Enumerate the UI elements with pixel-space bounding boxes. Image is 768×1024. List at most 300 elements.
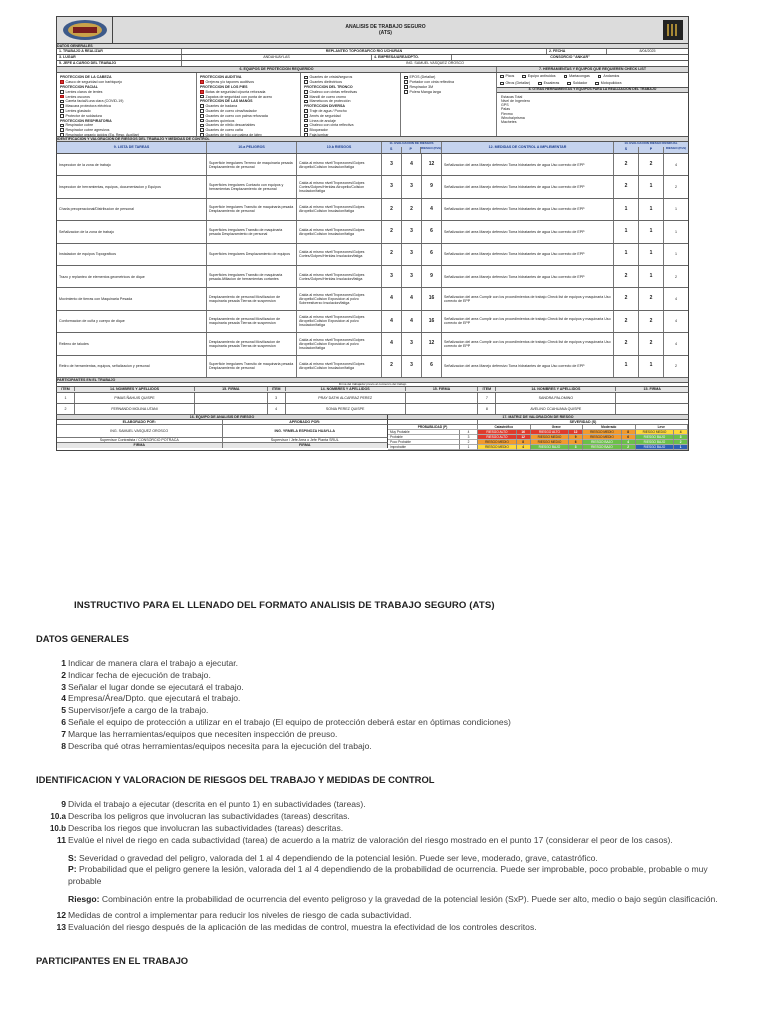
matrix-cell-value: 2 — [622, 445, 636, 450]
residual-value: 4 — [675, 341, 677, 346]
checkbox[interactable] — [200, 124, 204, 128]
ppe-item-label: Casco de seguridad con barbiquejo — [65, 80, 123, 85]
severity-definition: S: Severidad o gravedad del peligro, valorada del 1 al 4 dependiendo de la potencial lesión. Puede ser leve, moderado, grave, catastrófico. — [68, 852, 598, 863]
matrix-cell-level: RIESGO BAJO — [636, 435, 675, 440]
risk-value-cell: 12 — [422, 333, 442, 354]
instruction-item — [36, 658, 736, 670]
matrix-cell-level: RIESGO MEDIO — [531, 435, 570, 440]
checkbox[interactable] — [500, 75, 504, 79]
tool-item-label: Equipo antiruidos — [527, 74, 556, 79]
residual-value: 1 — [639, 176, 664, 197]
participants-table — [56, 393, 689, 415]
risk-value-cell: 4 — [422, 199, 442, 220]
danger-cell: Superficies irregulares Transito de maquinaria pesada Desplazamiento de personal — [207, 221, 297, 242]
checkbox[interactable] — [404, 76, 408, 80]
checkbox[interactable] — [304, 80, 308, 84]
checkbox[interactable] — [404, 90, 408, 94]
matrix-cell-value: 1 — [674, 445, 688, 450]
instruction-text: Señale el equipo de protección a utilizar en el trabajo (El equipo de protección deberá estar en óptimas condiciones) — [68, 716, 511, 727]
ppe-item-label: Línea de anclaje — [309, 118, 336, 123]
other-tool-item: Estacas Total — [501, 94, 523, 99]
probability-cell: 3 — [402, 356, 422, 377]
residual-value: 2 — [614, 176, 639, 197]
matrix-cell-level: RIESGO BAJO — [583, 440, 622, 445]
residual-cells — [614, 199, 688, 220]
residual-value: 1 — [614, 221, 639, 242]
risk-value-cell: 6 — [422, 244, 442, 265]
ppe-item-label: PROTECCION DE LAS MANOS — [200, 99, 253, 104]
task-cell: Trazo y replanteo de elementos geometricos de dique — [57, 266, 207, 287]
participant-signature — [195, 404, 268, 414]
probability-cell: 3 — [402, 333, 422, 354]
residual-cells — [614, 244, 688, 265]
matrix-cell-level: RIESGO BAJO — [583, 445, 622, 450]
residual-value: 2 — [614, 266, 639, 287]
participant-name: SANDRA PALOMINO — [496, 393, 616, 403]
residual-value: 2 — [614, 311, 639, 332]
control-items — [36, 910, 736, 934]
residual-value: 1 — [675, 252, 677, 257]
matrix-row — [388, 445, 688, 450]
instruction-text: Medidas de control a implementar para reducir los niveles de riesgo de cada subactividad. — [68, 909, 412, 920]
risk-cell: Caida al mismo nivel/Tropezones/Golpes Atropello/Colision Exposicion al polvo Insolacion/fatiga — [297, 333, 382, 354]
checkbox[interactable] — [304, 95, 308, 99]
matrix-cell-level: RIESGO BAJO — [636, 440, 675, 445]
ppe-item-label: Mascara protectora eléctrica — [65, 104, 111, 109]
company-logo — [57, 17, 113, 43]
risk-row — [57, 333, 688, 355]
participant-name: PRAY DATHI ALCARRAZ PEREZ — [286, 393, 406, 403]
instruction-item — [36, 823, 736, 835]
checkbox[interactable] — [522, 75, 526, 79]
checkbox[interactable] — [60, 128, 64, 132]
instruction-item — [36, 729, 736, 741]
participant-item-header: ITEM — [57, 387, 75, 391]
checkbox[interactable] — [598, 75, 602, 79]
checkbox[interactable] — [304, 90, 308, 94]
probability-cell: 4 — [402, 288, 422, 309]
matrix-cell-level: RIESGO BAJO — [531, 445, 570, 450]
instruction-item — [36, 799, 736, 811]
task-cell: Conformacion de cuña y cuerpo de dique — [57, 311, 207, 332]
date-value: 8/04/2025 — [639, 49, 656, 53]
other-tools-header: 8. OTRAS HERRAMIENTAS Y EQUIPOS PARA LA REALIZACION DEL TRABAJO — [497, 87, 688, 93]
ppe-item-label: Careta facial/Luna clara (COVID-19) — [65, 99, 124, 104]
residual-cells — [614, 154, 688, 175]
checkbox[interactable] — [567, 82, 571, 86]
approved-role: Supervisor / Jefe Area o Jefe Planta SRUL — [270, 437, 339, 442]
place-value: ANDAHUAYLAS — [182, 55, 372, 60]
ppe-item-label: Faja lumbar — [309, 132, 329, 137]
ppe-item-label: Guantes de badana — [205, 104, 238, 109]
matrix-row-label: Muy Probable — [388, 430, 460, 435]
severity-cell: 2 — [382, 356, 402, 377]
control-cell: Señalizacion del area Manejo defensivo Toma hidratantes de agua Uso correcto de EPP — [442, 356, 614, 377]
matrix-cell — [478, 445, 531, 450]
matrix-cell-value: 12 — [517, 435, 531, 440]
matrix-cell-value: 16 — [517, 430, 531, 435]
ppe-item — [200, 133, 297, 138]
participant-item: 2 — [57, 404, 75, 414]
residual-value: 2 — [675, 274, 677, 279]
checkbox[interactable] — [304, 124, 308, 128]
participant-row — [56, 393, 689, 404]
participant-item: 8 — [478, 404, 496, 414]
checkbox[interactable] — [200, 90, 204, 94]
prepared-label: ELABORADO POR: — [57, 420, 223, 424]
risk-row — [57, 244, 688, 266]
participant-name: SONIA PEREZ QUISPE — [286, 404, 406, 414]
checkbox[interactable] — [595, 82, 599, 86]
risk-cell: Caida al mismo nivel/Tropezones/Golpes Atropello/Colision Insolacion/fatiga — [297, 199, 382, 220]
ppe-column-1 — [57, 73, 197, 136]
tool-item-label: Soldador — [572, 81, 588, 86]
residual-value: 4 — [675, 162, 677, 167]
date-label: 2. FECHA — [547, 49, 607, 54]
tool-item — [500, 74, 514, 78]
matrix-row-value: 4 — [460, 430, 478, 435]
checkbox[interactable] — [304, 133, 308, 137]
approved-sign: FIRMA — [299, 442, 311, 447]
probability-cell: 4 — [402, 154, 422, 175]
matrix-severity-label: SEVERIDAD (S) — [569, 419, 597, 424]
ppe-item-label: Traje de agua / Poncho — [309, 108, 347, 113]
risk-cell: Caida al mismo nivel/Tropezones/Golpes Atropello/Colision Insolacion/fatiga — [297, 221, 382, 242]
checkbox[interactable] — [304, 76, 308, 80]
checkbox[interactable] — [60, 95, 64, 99]
checkbox[interactable] — [60, 109, 64, 113]
instruction-item — [36, 693, 736, 705]
ppe-item-label: Orejeras y/o tapones auditivos — [205, 80, 255, 85]
checkbox[interactable] — [200, 109, 204, 113]
ppe-item-label: Arnés de seguridad — [309, 113, 341, 118]
participant-name: AVELINO CCAHUANA QUISPE — [496, 404, 616, 414]
risk-cell: Caida al mismo nivel/Tropezones/Golpes Atropello/Colision Insolacion/fatiga — [297, 356, 382, 377]
risk-matrix — [388, 415, 689, 451]
team-block — [56, 415, 388, 451]
participant-item: 4 — [268, 404, 286, 414]
residual-value: 2 — [614, 333, 639, 354]
risk-table — [56, 154, 689, 378]
risk-row — [57, 221, 688, 243]
matrix-prob-label: PROBABILIDAD (P) — [388, 425, 478, 430]
prepared-role: Supervisor Contratista / CONSORCIO POTRACA — [57, 438, 223, 442]
danger-cell: Desplazamiento de personal Movilizacion de maquinaria pesada Tierras de suspension — [207, 333, 297, 354]
footer-section — [56, 415, 689, 451]
team-header: 16. EQUIPO DE ANALISIS DE RIESGO — [57, 415, 388, 420]
tool-item — [567, 81, 587, 85]
severity-cell: 3 — [382, 154, 402, 175]
boss-label: 5. JEFE A CARGO DEL TRABAJO — [57, 61, 182, 66]
checkbox[interactable] — [60, 100, 64, 104]
ppe-item-label: Mamelucos de protección — [309, 99, 351, 104]
ppe-item-label: Chaleco con cintas reflectivas — [309, 89, 358, 94]
control-cell: Señalizacion del area Manejo defensivo Toma hidratantes de agua Uso correcto de EPP — [442, 244, 614, 265]
ppe-column-2 — [197, 73, 301, 136]
residual-value: 2 — [675, 364, 677, 369]
participant-item: 3 — [268, 393, 286, 403]
risk-cell: Caida al mismo nivel/Tropezones/Golpes Atropello/Colision Exposicion al polvo Insolacion/fatiga — [297, 311, 382, 332]
residual-value: 1 — [639, 356, 664, 377]
col-r2: RIESGO (PxS) — [664, 147, 688, 153]
probability-cell: 4 — [402, 311, 422, 332]
matrix-cell-level: RIESGO MEDIO — [583, 435, 622, 440]
instruction-number: 13 — [56, 921, 66, 932]
risk-value-cell: 16 — [422, 311, 442, 332]
tools-column — [497, 73, 688, 136]
severity-cell: 2 — [382, 244, 402, 265]
other-tool-item: GPS — [501, 103, 509, 108]
matrix-cell-level: RIESGO ALTO — [478, 435, 517, 440]
matrix-col-label: Grave — [531, 425, 584, 430]
ppe-item-label: Mandil de cuero cromo — [309, 94, 347, 99]
matrix-cell-level: RIESGO BAJO — [636, 445, 675, 450]
severity-cell: 2 — [382, 199, 402, 220]
instruction-item — [36, 811, 736, 823]
participant-signature — [195, 393, 268, 403]
matrix-cell-level: RIESGO MEDIO — [478, 440, 517, 445]
instruction-number: 12 — [56, 909, 66, 920]
ppe-item-label: Respirador cubre — [65, 123, 94, 128]
ppe-item-label: PROTECCION RESPIRATORIA — [60, 118, 112, 123]
ppe-item-label: Guantes de cuero caña — [205, 128, 243, 133]
ppe-item-label: Respirador 3M — [409, 84, 434, 89]
risk-value-cell: 9 — [422, 176, 442, 197]
probability-cell: 2 — [402, 199, 422, 220]
task-cell: Charla preoperacional/Distribucion de personal — [57, 199, 207, 220]
residual-value: 1 — [614, 356, 639, 377]
risk-value-cell: 12 — [422, 154, 442, 175]
tools-header: 7. HERRAMIENTAS Y EQUIPOS QUE REQUIEREN CHECK LIST — [497, 67, 688, 72]
risk-row — [57, 266, 688, 288]
matrix-cell-value: 6 — [569, 440, 583, 445]
participant-item: 1 — [57, 393, 75, 403]
form-title-line2: (ATS) — [379, 29, 392, 36]
participant-signature — [616, 404, 688, 414]
qr-code — [658, 17, 688, 43]
instruction-text: Evaluación del riesgo después de la aplicación de las medidas de control, muestra la efectividad de los controles descritos. — [68, 921, 537, 932]
residual-cells — [614, 356, 688, 377]
ppe-item-label: EPOS (Detallar) — [409, 75, 436, 80]
control-cell: Señalizacion del area Cumplir con los procedimientos de trabajo Check list de equipos y maquinaria Uso correcto de EPP — [442, 311, 614, 332]
danger-cell: Superficie irregulares Terreno de maquinaria pesada Desplazamiento de personal — [207, 154, 297, 175]
matrix-cell-value: 2 — [674, 440, 688, 445]
danger-cell: Desplazamiento de personal Movilizacion de maquinaria pesada Tierras de suspension — [207, 311, 297, 332]
prepared-name: ING. SAMUEL VASQUEZ OROSCO — [57, 425, 223, 437]
residual-value: 2 — [639, 311, 664, 332]
tool-item-label: Andamios — [603, 74, 620, 79]
matrix-cell-value: 3 — [569, 445, 583, 450]
instruction-item — [36, 705, 736, 717]
ppe-item-label: PROTECCION DIVERSA — [304, 104, 345, 109]
checkbox[interactable] — [304, 128, 308, 132]
checkbox[interactable] — [60, 104, 64, 108]
severity-cell: 4 — [382, 333, 402, 354]
risk-row — [57, 288, 688, 310]
task-cell: Inspeccion de herramientas, equipos, documentacion y Equipos — [57, 176, 207, 197]
control-cell: Señalizacion del area Manejo defensivo Toma hidratantes de agua Uso correcto de EPP — [442, 154, 614, 175]
instruction-number: 4 — [61, 693, 66, 704]
control-cell: Señalizacion del area Manejo defensivo Toma hidratantes de agua Uso correcto de EPP — [442, 199, 614, 220]
severity-cell: 3 — [382, 176, 402, 197]
risk-cell: Caida al mismo nivel/Tropezones/Golpes Atropello/Colision Exposicion al polvo Sobreesfuerzo Insolacion/fatiga — [297, 288, 382, 309]
task-cell: Relleno de taludes — [57, 333, 207, 354]
control-cell: Señalizacion del area Cumplir con los procedimientos de trabajo Check list de equipos y maquinaria Uso correcto de EPP — [442, 333, 614, 354]
task-cell: Instalacion de equipos Topograficos — [57, 244, 207, 265]
tool-item — [500, 81, 530, 85]
checkbox[interactable] — [60, 80, 64, 84]
ppe-item-label: Guantes químicos — [205, 118, 235, 123]
instruction-number: 8 — [61, 740, 66, 751]
residual-value: 4 — [675, 319, 677, 324]
matrix-cell-value: 12 — [569, 430, 583, 435]
matrix-cell-level: RIESGO ALTO — [531, 430, 570, 435]
risk-definition: Riesgo: Combinación entre la probabilidad de ocurrencia del evento peligroso y la gravedad de la potencial lesión (SxP). Puede ser alto, medio o bajo según clasificación. — [68, 893, 718, 904]
ppe-item-label: Respirador cubre agresivos — [65, 128, 110, 133]
col-danger: 10.a PELIGROS — [207, 142, 297, 153]
ppe-item-label: Guantes de hilo con palma de látex — [205, 132, 262, 137]
matrix-row-value: 2 — [460, 440, 478, 445]
matrix-row-label: Poco Probable — [388, 440, 460, 445]
instruction-text: Marque las herramientas/equipos que necesiten inspección de preuso. — [68, 728, 338, 739]
participant-sign-header: 15. FIRMA — [643, 387, 661, 392]
checkbox[interactable] — [200, 114, 204, 118]
participant-item-header: ITEM — [478, 387, 496, 391]
severity-cell: 3 — [382, 266, 402, 287]
instructions — [36, 600, 736, 966]
matrix-cell-level: RIESGO ALTO — [478, 430, 517, 435]
matrix-cell-value: 4 — [622, 440, 636, 445]
checkbox[interactable] — [404, 80, 408, 84]
checkbox[interactable] — [538, 82, 542, 86]
risk-value-cell: 16 — [422, 288, 442, 309]
instruction-number: 7 — [61, 728, 66, 739]
severity-cell: 2 — [382, 221, 402, 242]
ppe-item-label: Bloqueador — [309, 128, 328, 133]
task-cell: Movimiento de tierras con Maquinaria Pesada — [57, 288, 207, 309]
checkbox[interactable] — [304, 100, 308, 104]
checkbox[interactable] — [200, 119, 204, 123]
checkbox[interactable] — [60, 114, 64, 118]
residual-value: 4 — [675, 296, 677, 301]
checkbox[interactable] — [304, 109, 308, 113]
risk-value-cell: 6 — [422, 356, 442, 377]
checkbox[interactable] — [60, 124, 64, 128]
checkbox[interactable] — [564, 75, 568, 79]
checkbox[interactable] — [60, 90, 64, 94]
instructions-title: INSTRUCTIVO PARA EL LLENADO DEL FORMATO ANALISIS DE TRABAJO SEGURO (ATS) — [74, 600, 495, 611]
eval-header: 11. EVALUACION DE RIESGOS — [382, 142, 441, 147]
severity-cell: 4 — [382, 311, 402, 332]
instruction-number: 6 — [61, 716, 66, 727]
probability-cell: 3 — [402, 221, 422, 242]
tool-item — [598, 74, 619, 78]
instruction-number: 10.a — [50, 812, 66, 822]
matrix-col-label: Catastrófico — [478, 425, 531, 430]
participants-note: Firma del trabajador previo al comienzo del trabajo — [56, 383, 689, 387]
ppe-section — [56, 73, 689, 137]
residual-value: 1 — [639, 244, 664, 265]
residual-cells — [614, 311, 688, 332]
checkbox[interactable] — [200, 104, 204, 108]
checkbox[interactable] — [304, 114, 308, 118]
matrix-row-value: 1 — [460, 445, 478, 450]
checkbox[interactable] — [200, 95, 204, 99]
instruction-item — [36, 682, 736, 694]
checkbox[interactable] — [200, 80, 204, 84]
instruction-text: Supervisor/jefe a cargo de la trabajo. — [68, 705, 209, 716]
instruction-item — [36, 835, 736, 847]
residual-value: 1 — [675, 207, 677, 212]
control-cell: Señalizacion del area Manejo defensivo Toma hidratantes de agua Uso correcto de EPP — [442, 221, 614, 242]
risk-row — [57, 356, 688, 378]
approved-label: APROBADO POR: — [289, 419, 321, 424]
residual-value: 1 — [675, 229, 677, 234]
ppe-item-label: Lentes glasiado — [65, 108, 91, 113]
instruction-item — [36, 922, 736, 934]
matrix-cell-level: RIESGO MEDIO — [636, 430, 675, 435]
risk-items — [36, 799, 736, 846]
risk-row — [57, 199, 688, 221]
matrix-cell-value: 4 — [674, 430, 688, 435]
col-task: 9. LISTA DE TAREAS — [57, 142, 207, 153]
matrix-col-label: Moderado — [583, 425, 636, 430]
instruction-item — [36, 741, 736, 753]
danger-cell: Superficie irregulares Transito de maquinaria pesada Desplazamiento de personal — [207, 199, 297, 220]
other-tool-item: Flexmo — [501, 111, 513, 116]
ppe-item-label: PROTECCION AUDITIVA — [200, 75, 242, 80]
checkbox[interactable] — [500, 82, 504, 86]
matrix-cell-value: 6 — [622, 435, 636, 440]
tool-item-label: Martacongas — [569, 74, 590, 79]
col-r: RIESGO (PxS) — [421, 147, 441, 153]
matrix-cell-value: 8 — [622, 430, 636, 435]
matrix-cell — [583, 445, 636, 450]
participant-name: FERNANDO MOLINA UTANI — [75, 404, 195, 414]
participant-name-header: 14. NOMBRES Y APELLIDOS — [75, 387, 195, 391]
section-participants: PARTICIPANTES EN EL TRABAJO — [36, 955, 189, 967]
checkbox[interactable] — [304, 119, 308, 123]
probability-cell: 3 — [402, 176, 422, 197]
instruction-text: Indicar de manera clara el trabajo a ejecutar. — [68, 658, 239, 668]
danger-cell: Desplazamiento de personal Movilizacion de maquinaria pesada Tierras de suspension — [207, 288, 297, 309]
checkbox[interactable] — [404, 85, 408, 89]
participant-name-header: 14. NOMBRES Y APELLIDOS — [496, 387, 616, 391]
instruction-item — [36, 670, 736, 682]
matrix-cell-level: RIESGO MEDIO — [531, 440, 570, 445]
ppe-item-label: Guantes de nitrilo descartables — [205, 123, 256, 128]
risk-value-cell: 6 — [422, 221, 442, 242]
matrix-cell-value: 9 — [569, 435, 583, 440]
ppe-item-label: PROTECCION FACIAL — [60, 84, 98, 89]
ppe-item-label: PROTECCION DE LOS PIES — [200, 84, 248, 89]
task-cell: Inspeccion de la zona de trabajo — [57, 154, 207, 175]
risk-cell: Caida al mismo nivel/Tropezones/Golpes Atropello/Colision Insolacion/fatiga — [297, 154, 382, 175]
residual-value: 2 — [639, 333, 664, 354]
residual-cells — [614, 266, 688, 287]
ppe-item — [304, 133, 397, 138]
ppe-item-label: Polera Manga larga — [409, 89, 441, 94]
risk-cell: Caida al mismo nivel/Tropezones/Golpes Cortes/Golpes/Heridas Insolacion/fatiga — [297, 266, 382, 287]
residual-value: 2 — [639, 288, 664, 309]
checkbox[interactable] — [200, 128, 204, 132]
participant-item-header: ITEM — [268, 387, 286, 391]
tool-item — [595, 81, 621, 85]
ppe-item-label: Guantes de cristal/seguros — [309, 75, 353, 80]
work-label: 1. TRABAJO A REALIZAR — [57, 49, 182, 54]
tool-item-label: Otros (Detallar) — [505, 81, 531, 86]
danger-cell: Superficies irregulares Contacto con equipos y herramientas Desplazamiento de personal — [207, 176, 297, 197]
